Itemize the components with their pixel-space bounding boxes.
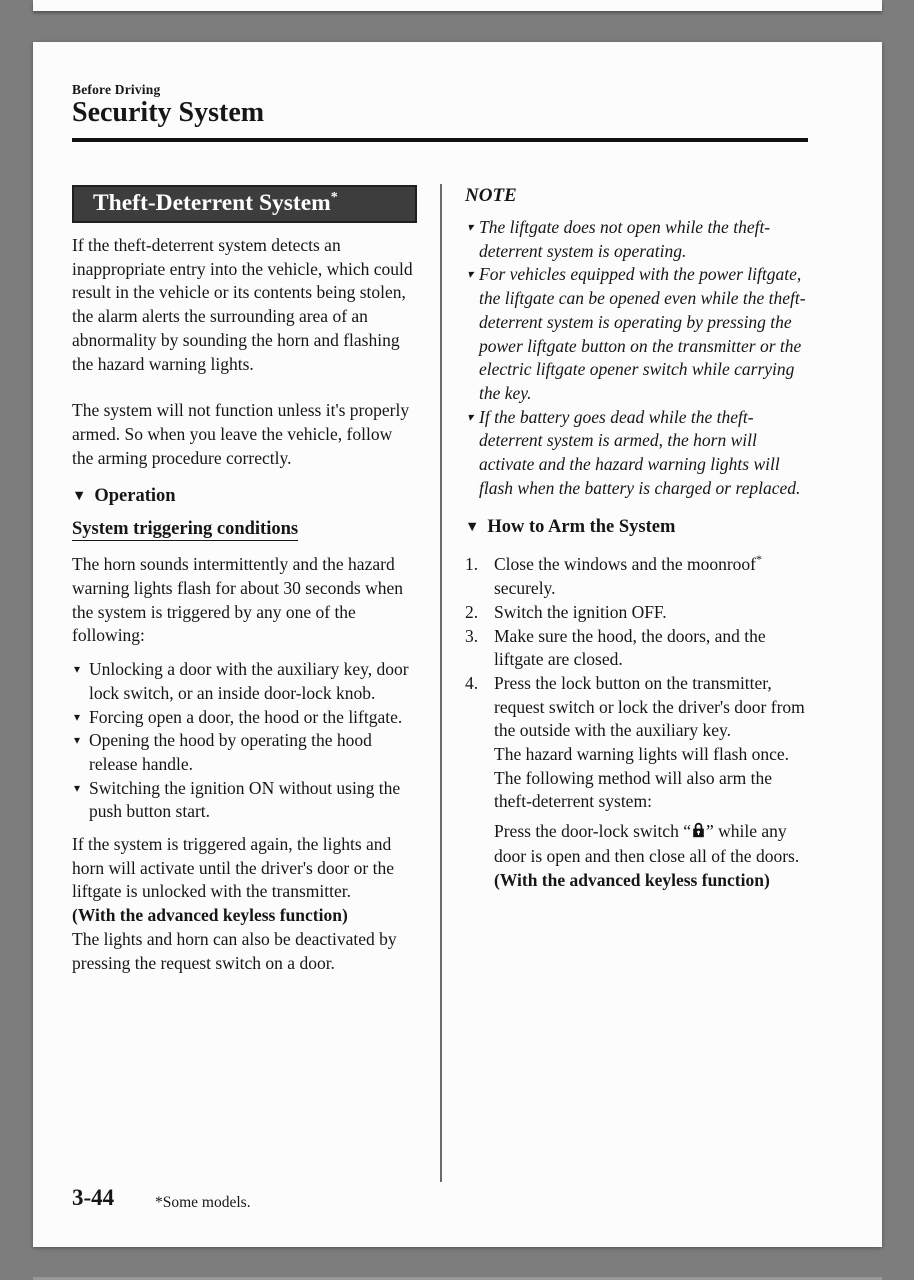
note-bullet-list [465,216,811,500]
bullet-icon: ▾ [467,267,474,282]
step-text: Switch the ignition OFF. [494,601,667,622]
step-text: Make sure the hood, the doors, and the liftgate are closed. [494,625,766,670]
triggering-conditions-heading: System triggering conditions [72,519,299,540]
step-text: Close the windows and the moonroof* securely. [494,552,762,599]
triangle-marker-icon: ▼ [465,519,480,536]
arm-steps-list [465,553,811,892]
left-column [72,185,414,975]
list-item [465,553,811,600]
list-item [465,601,811,625]
breadcrumb: Before Driving [72,82,161,97]
paragraph: The system will not function unless it's properly armed. So when you leave the vehicle, follow the arming procedure correctly. [72,400,410,468]
title-rule [72,138,808,142]
note-heading: NOTE [465,185,517,206]
bullet-icon: ▾ [74,733,81,748]
step-continuation: The hazard warning lights will flash once. [494,744,789,765]
step-continuation: Press the door-lock switch “ ” while any door is open and then close all of the doors. [494,821,800,866]
step-number: 3. [465,625,479,646]
manual-page [33,42,882,1247]
paragraph: The horn sounds intermittently and the hazard warning lights flash for about 30 seconds when the system is triggered by any one of the following: [72,554,403,646]
step-number: 2. [465,601,479,622]
triggering-bullet-list [72,658,414,824]
bullet-icon: ▾ [74,709,81,724]
arm-system-heading [465,517,811,538]
paragraph: If the system is triggered again, the lights and horn will activate until the driver's door or the liftgate is unlocked with the transmitter. [72,834,394,902]
page-title: Security System [72,97,265,128]
list-item: ▾ Opening the hood by operating the hood release handle. [74,730,372,774]
section-title-box [72,185,417,223]
step-number: 4. [465,672,479,693]
bullet-icon: ▾ [74,662,81,677]
list-item: ▾ Unlocking a door with the auxiliary key, door lock switch, or an inside door-lock knob. [74,659,409,703]
section-title: Theft-Deterrent System [93,190,331,216]
operation-heading [72,486,414,507]
step-number: 1. [465,554,479,575]
paragraph: If the theft-deterrent system detects an inappropriate entry into the vehicle, which could result in the vehicle or its contents being stolen, the alarm alerts the surrounding area of an abnormality by sounding the horn and flashing the hazard warning lights. [72,235,413,374]
list-item: ▾ The liftgate does not open while the theft-deterrent system is operating. [467,217,771,261]
step-text: Press the lock button on the transmitter, request switch or lock the driver's door from the outside with the auxiliary key. [494,672,805,741]
keyless-function-heading: (With the advanced keyless function) [494,869,770,890]
paragraph: The lights and horn can also be deactivated by pressing the request switch on a door. [72,928,397,973]
lock-icon [692,821,705,845]
list-item: ▾ Forcing open a door, the hood or the liftgate. [72,706,414,730]
page-number: 3-44 [72,1185,115,1210]
step-continuation: The following method will also arm the theft-deterrent system: [494,767,773,812]
some-models-asterisk: * [755,552,762,567]
list-item [465,625,811,672]
bullet-icon: ▾ [467,220,474,234]
section-title-asterisk: * [330,190,338,206]
list-item [465,672,811,743]
list-item: ▾ Switching the ignition ON without using the push button start. [74,777,401,822]
triangle-marker-icon: ▼ [72,488,87,505]
footnote: *Some models. [155,1194,251,1211]
bullet-icon: ▾ [74,780,81,795]
previous-page-edge [33,0,882,11]
arm-system-heading-label: How to Arm the System [487,517,676,538]
list-item: ▾ If the battery goes dead while the theft-deterrent system is armed, the horn will activate and the hazard warning lights will flash when the battery is charged or replaced. [467,406,801,498]
operation-heading-label: Operation [94,486,176,507]
column-divider [440,184,442,1182]
keyless-function-heading: (With the advanced keyless function) [72,905,348,926]
list-item: ▾ For vehicles equipped with the power liftgate, the liftgate can be opened even while the theft-deterrent system is operating by pressing the power liftgate button on the transmitter or the electric liftgate opener switch while carrying the key. [467,264,806,403]
right-column [465,185,811,892]
bullet-icon: ▾ [467,409,474,424]
